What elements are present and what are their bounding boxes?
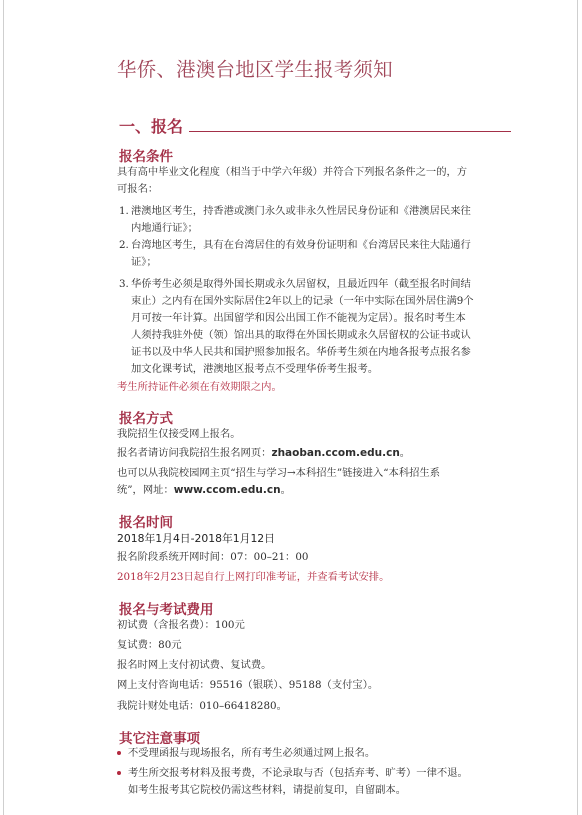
fee-line-3: 报名时网上支付初试费、复试费。: [117, 659, 272, 671]
condition-item-3-line-4: 人须持我驻外使（领）馆出具的取得在外国长期或永久居留权的公证书或认: [131, 329, 471, 341]
method-line-4: [117, 482, 291, 500]
admission-ticket-note: 2018年2月23日起自行上网打印准考证，并查看考试安排。: [117, 571, 390, 583]
method-line-4-suffix: 。: [280, 484, 291, 496]
conditions-note: 考生所持证件必须在有效期限之内。: [117, 381, 282, 393]
condition-item-1-number: 1.: [119, 205, 129, 217]
fee-line-5: 我院计财处电话：010–66418280。: [117, 700, 287, 712]
subheading-time: 报名时间: [119, 515, 173, 531]
condition-item-2-line-2: 证》；: [131, 256, 157, 268]
system-open-hours: 报名阶段系统开网时间：07：00–21：00: [117, 551, 309, 563]
condition-item-3-line-6: 加文化课考试，港澳地区报考点不受理华侨考生报考。: [131, 363, 379, 375]
condition-item-2-number: 2.: [119, 239, 129, 251]
condition-item-3-line-5: 证书以及中华人民共和国护照参加报名。华侨考生须在内地各报考点报名参: [131, 346, 471, 358]
method-line-3: 也可以从我院校园网主页“招生与学习→本科招生”链接进入“本科招生系: [117, 467, 441, 479]
method-line-4-text: 统”，网址：: [117, 484, 174, 496]
campus-url-link[interactable]: www.ccom.edu.cn: [173, 484, 281, 496]
condition-item-3-line-3: 月可按一年计算。出国留学和因公出国工作不能视为定居）。报名时考生本: [131, 312, 466, 324]
subheading-method: 报名方式: [119, 411, 173, 427]
condition-item-3-number: 3.: [119, 278, 129, 290]
method-line-2-suffix: 。: [399, 447, 411, 459]
section-heading-registration: [119, 114, 511, 134]
fee-line-1: 初试费（含报名费）：100元: [117, 619, 245, 631]
method-line-2: [117, 445, 410, 463]
other-bullet-1-text: 不受理函报与现场报名，所有考生必须通过网上报名。: [128, 747, 376, 759]
page-title: 华侨、港澳台地区学生报考须知: [117, 58, 393, 81]
conditions-intro-line-1: 具有高中毕业文化程度（相当于中学六年级）并符合下列报名条件之一的，方: [117, 166, 468, 178]
bullet-icon: [117, 771, 121, 775]
section-heading-label: 一、报名: [119, 117, 184, 136]
method-line-1: 我院招生仅接受网上报名。: [117, 428, 241, 440]
method-line-2-text: 报名者请访问我院招生报名网页：: [117, 447, 272, 459]
subheading-other: 其它注意事项: [119, 731, 200, 747]
conditions-intro-line-2: 可报名：: [117, 183, 159, 195]
condition-item-1-line-2: 内地通行证》；: [131, 222, 198, 234]
fee-line-2: 复试费：80元: [117, 639, 182, 651]
other-bullet-2-line-1: 考生所交报考材料及报考费，不论录取与否（包括弃考、旷考）一律不退。: [128, 767, 468, 779]
fee-line-4: 网上支付咨询电话：95516（银联）、95188（支付宝）。: [117, 679, 379, 691]
heading-underline: [189, 131, 511, 132]
condition-item-3-line-1: 华侨考生必须是取得外国长期或永久居留权，且最近四年（截至报名时间结: [131, 278, 471, 290]
other-bullet-2-line-2: 如考生报考其它院校仍需这些材料，请提前复印，自留副本。: [128, 784, 407, 796]
condition-item-1-line-1: 港澳地区考生，持香港或澳门永久或非永久性居民身份证和《港澳居民来往: [131, 205, 471, 217]
registration-url-link[interactable]: zhaoban.ccom.edu.cn: [271, 447, 400, 459]
condition-item-3-line-2: 束止）之内有在国外实际居住2年以上的记录（一年中实际在国外居住满9个: [131, 295, 474, 307]
condition-item-2-line-1: 台湾地区考生，具有在台湾居住的有效身份证明和《台湾居民来往大陆通行: [131, 239, 471, 251]
registration-date-range: 2018年1月4日-2018年1月12日: [117, 532, 275, 545]
subheading-conditions: 报名条件: [119, 149, 173, 165]
subheading-fees: 报名与考试费用: [119, 602, 214, 618]
bullet-icon: [117, 751, 121, 755]
